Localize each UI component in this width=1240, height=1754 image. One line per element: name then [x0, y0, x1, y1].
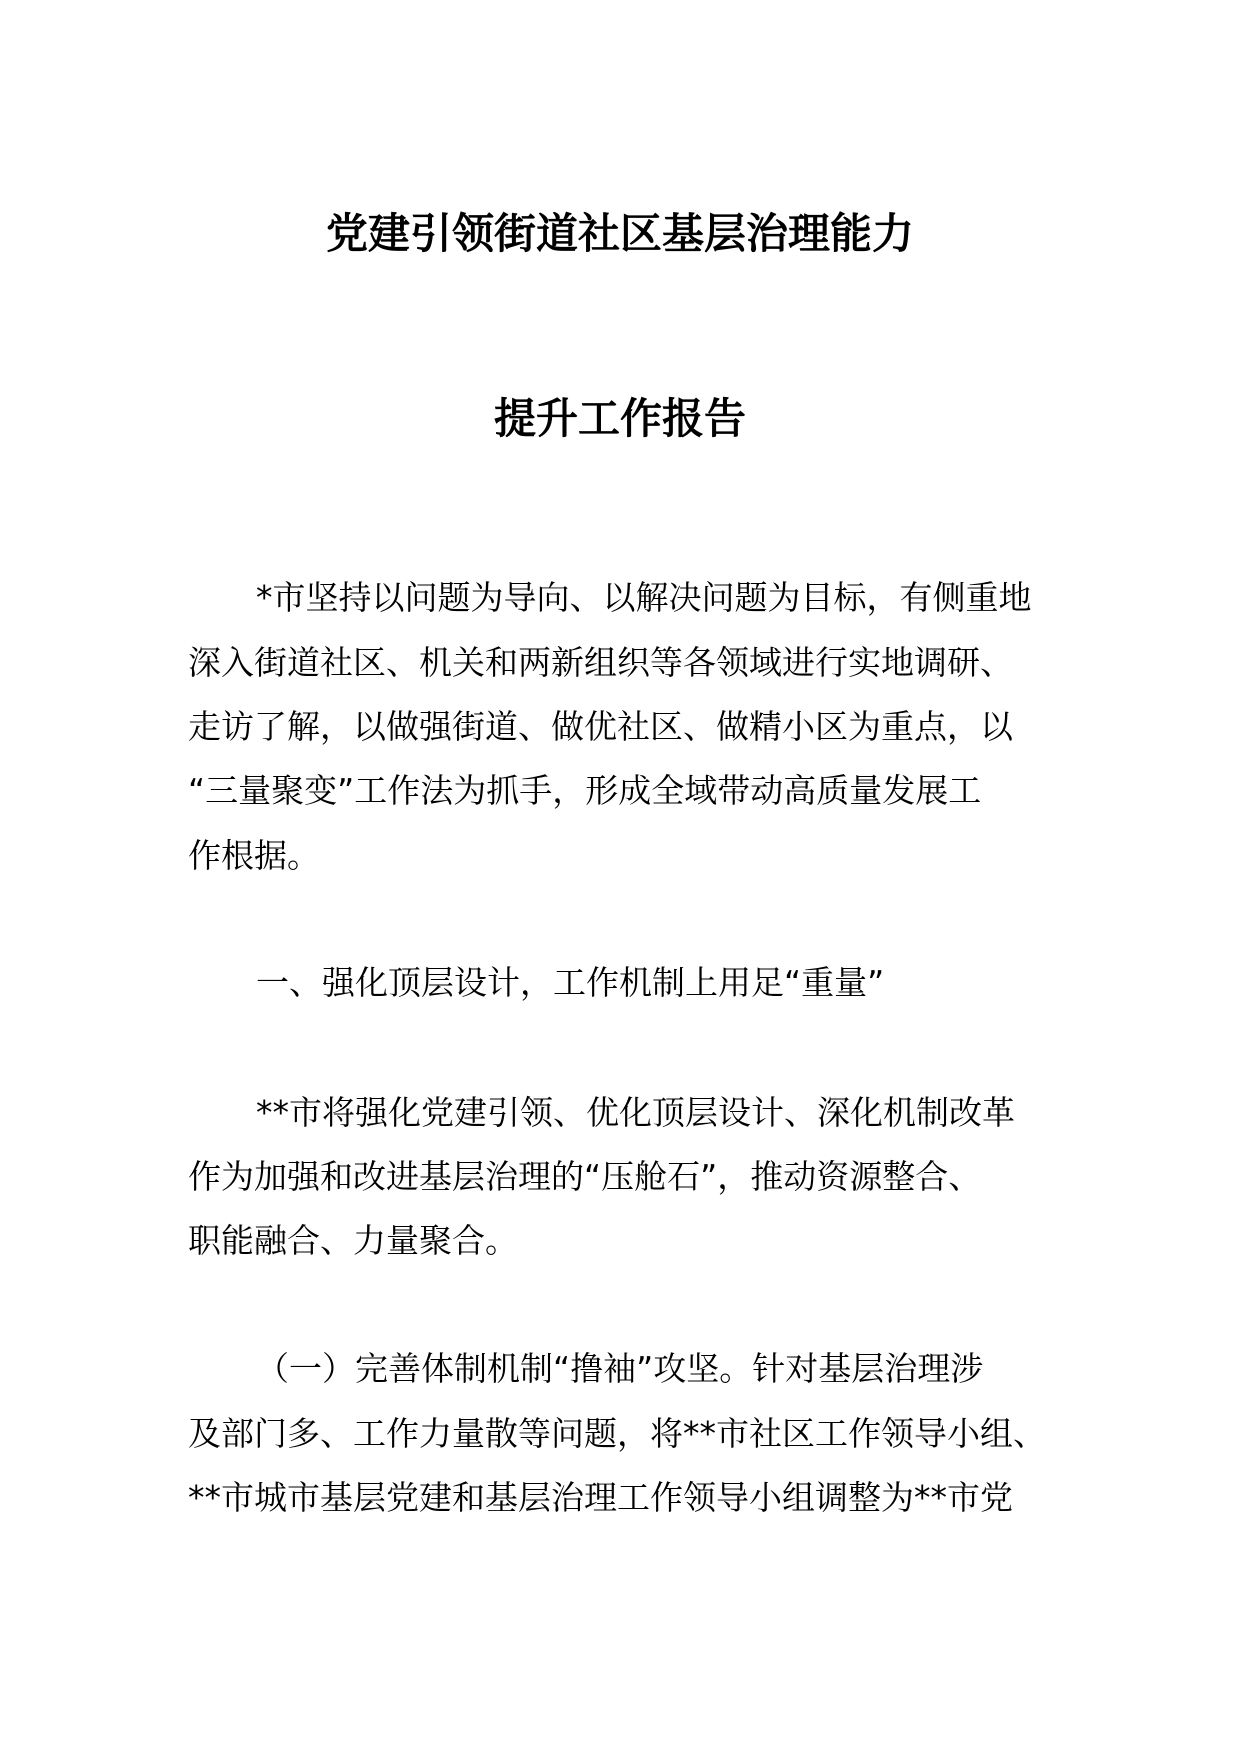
intro-line-4: “三量聚变”工作法为抓手，形成全域带动高质量发展工: [188, 771, 982, 810]
section-1-line-2: 作为加强和改进基层治理的“压舱石”，推动资源整合、: [188, 1157, 982, 1196]
intro-line-5: 作根据。: [188, 836, 320, 875]
section-1-line-1: **市将强化党建引领、优化顶层设计、深化机制改革: [256, 1093, 1015, 1132]
subsection-1-line-2: 及部门多、工作力量散等问题，将**市社区工作领导小组、: [188, 1414, 1046, 1453]
section-1-line-3: 职能融合、力量聚合。: [188, 1221, 518, 1260]
section-1-heading: 一、强化顶层设计，工作机制上用足“重量”: [256, 963, 885, 1002]
intro-line-1: *市坚持以问题为导向、以解决问题为目标，有侧重地: [256, 578, 1032, 617]
subsection-1-line-3: **市城市基层党建和基层治理工作领导小组调整为**市党: [188, 1478, 1013, 1517]
subsection-1-line-1: （一）完善体制机制“撸袖”攻坚。针对基层治理涉: [256, 1349, 984, 1388]
document-title-line-1: 党建引领街道社区基层治理能力: [325, 209, 914, 258]
intro-line-3: 走访了解，以做强街道、做优社区、做精小区为重点，以: [188, 707, 1013, 746]
intro-line-2: 深入街道社区、机关和两新组织等各领域进行实地调研、: [188, 643, 1013, 682]
document-title-line-2: 提升工作报告: [493, 394, 746, 443]
